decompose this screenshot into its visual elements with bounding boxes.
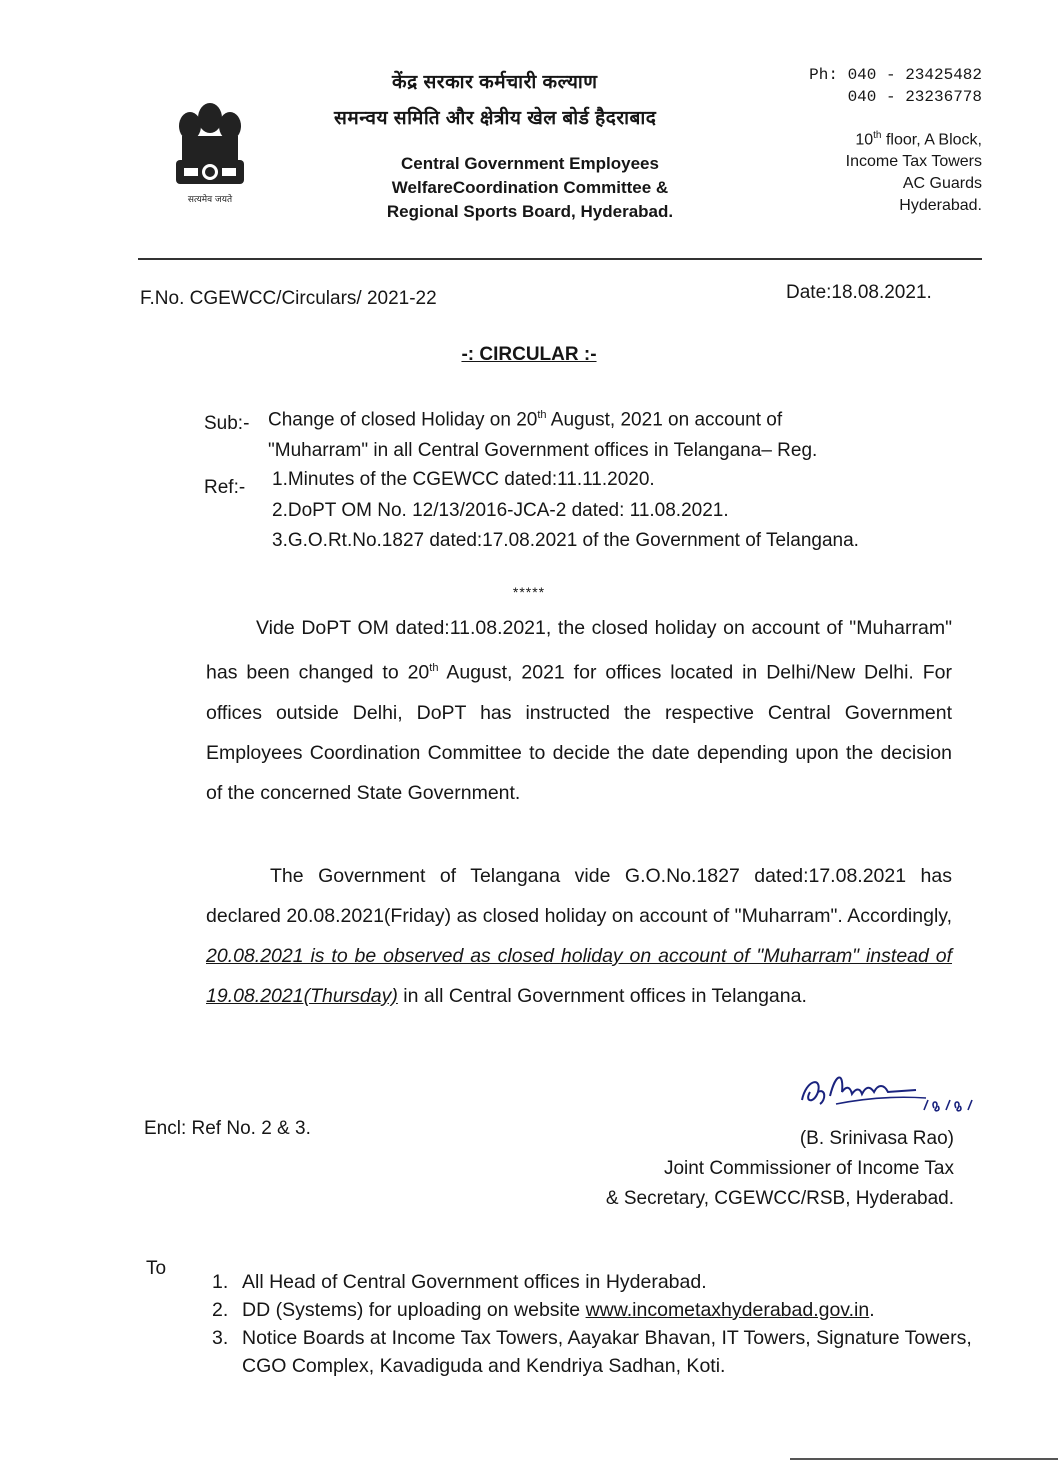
signatory-block (560, 1124, 954, 1214)
address-line-2: Income Tax Towers (845, 153, 982, 171)
distribution-list (212, 1268, 972, 1380)
subject-line-1: Change of closed Holiday on 20th August, 2021 on account of (268, 409, 783, 431)
file-number: F.No. CGEWCC/Circulars/ 2021-22 (140, 288, 437, 309)
signatory-name: (B. Srinivasa Rao) (799, 1128, 954, 1149)
body-paragraph-2: The Government of Telangana vide G.O.No.1827 dated:17.08.2021 has declared 20.08.2021(Friday) as closed holiday on account of "Muharram". Accordingly, 20.08.2021 is to be observed as closed holiday on account of "Muharram" instead of 19.08.2021(Thursday) in all Central Government offices in Telangana. (206, 865, 952, 1007)
reference-label: Ref:- (204, 477, 246, 498)
enclosure-note: Encl: Ref No. 2 & 3. (144, 1118, 311, 1139)
handwritten-signature (796, 1062, 976, 1118)
list-item: 2. DD (Systems) for uploading on website www.incometaxhyderabad.gov.in. (212, 1299, 875, 1321)
header-hindi-line-2: समन्वय समिति और क्षेत्रीय खेल बोर्ड हैदराबाद (334, 108, 657, 129)
header-divider (138, 258, 982, 260)
header-english-line-3: Regional Sports Board, Hyderabad. (386, 202, 674, 221)
signatory-designation: Joint Commissioner of Income Tax (663, 1158, 954, 1179)
header-english-line-2: WelfareCoordination Committee & (391, 178, 669, 197)
list-item: 3. Notice Boards at Income Tax Towers, Aayakar Bhavan, IT Towers, Signature Towers, CGO Complex, Kavadiguda and Kendriya Sadhan, Koti. (212, 1327, 972, 1377)
circular-date: Date:18.08.2021. (786, 282, 932, 303)
reference-item: 2.DoPT OM No. 12/13/2016-JCA-2 dated: 11.08.2021. (272, 500, 729, 521)
circular-heading: -: CIRCULAR :- (461, 344, 597, 365)
website-link[interactable]: www.incometaxhyderabad.gov.in (585, 1299, 870, 1321)
svg-text:सत्यमेव जयते: सत्यमेव जयते (187, 195, 233, 205)
office-address (760, 125, 982, 217)
reference-item: 3.G.O.Rt.No.1827 dated:17.08.2021 of the Government of Telangana. (272, 530, 859, 551)
subject-label: Sub:- (204, 413, 250, 434)
phone-numbers (788, 64, 982, 108)
subject-line-2: "Muharram" in all Central Government offices in Telangana– Reg. (268, 440, 818, 461)
body-paragraph-1: Vide DoPT OM dated:11.08.2021, the closed holiday on account of "Muharram" has been changed to 20th August, 2021 for offices located in Delhi/New Delhi. For offices outside Delhi, DoPT has instructed the respective Central Government Employees Coordination Committee to decide the date depending upon the decision of the concerned State Government. (206, 617, 953, 804)
distribution-to-label: To (146, 1258, 167, 1279)
reference-item: 1.Minutes of the CGEWCC dated:11.11.2020. (272, 469, 655, 490)
underlined-decision: 20.08.2021 is to be observed as closed holiday on account of "Muharram" instead of 19.08.2021(Thursday) (206, 945, 952, 1007)
phone-line-1: Ph: 040 - 23425482 (809, 66, 982, 84)
section-separator: ***** (512, 584, 546, 600)
address-line-4: Hyderabad. (899, 197, 982, 215)
list-item: 1. All Head of Central Government offices in Hyderabad. (212, 1271, 707, 1293)
address-line-3: AC Guards (902, 175, 982, 193)
header-english-title (340, 152, 720, 224)
phone-line-2: 040 - 23236778 (847, 88, 982, 106)
national-emblem-icon (162, 96, 258, 208)
page-bottom-line (790, 1458, 1058, 1460)
header-english-line-1: Central Government Employees (401, 154, 659, 173)
header-hindi-line-1: केंद्र सरकार कर्मचारी कल्याण (392, 72, 598, 93)
signatory-office: & Secretary, CGEWCC/RSB, Hyderabad. (605, 1188, 954, 1209)
address-line-1: 10th floor, A Block, (855, 130, 982, 149)
